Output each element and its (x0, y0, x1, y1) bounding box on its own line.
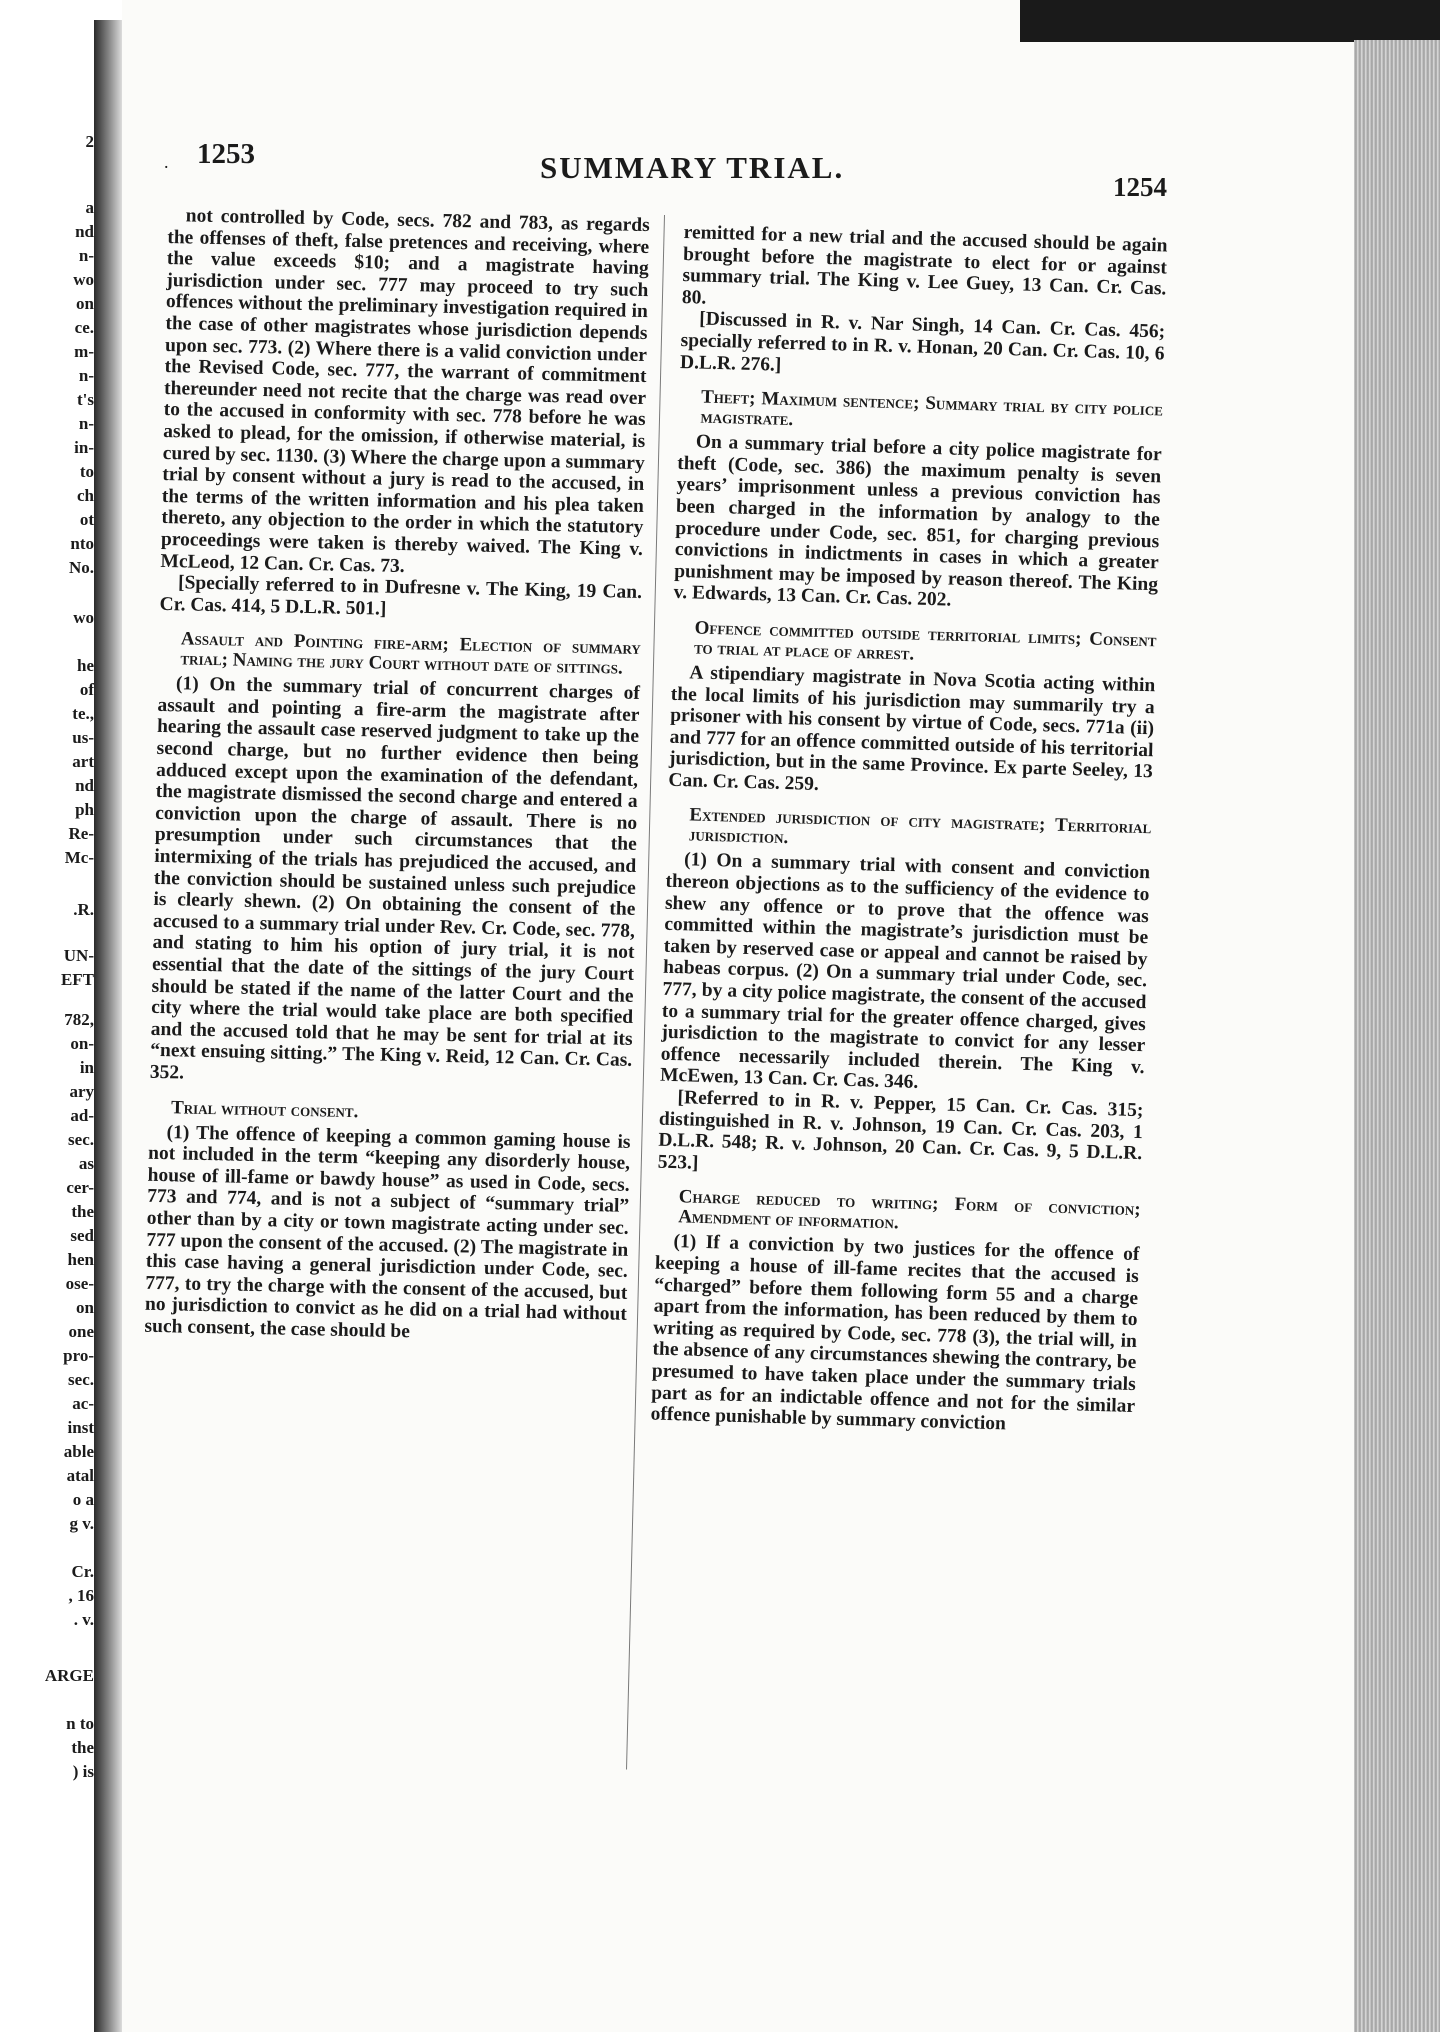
fragment-line: o a (72, 1490, 94, 1509)
fragment-line: nto (70, 534, 94, 553)
book-gutter (94, 20, 122, 2032)
paragraph: (1) If a conviction by two justices for the offence of keeping a house of ill-fame recites that the accused is “charged” before them following form 55 and a charge apart from the information, has been reduced by them to writing as required by Code, sec. 778 (3), the trial will, in the absence of any circumstances shewing the contrary, be presumed to have taken place under the summary trials part as for an indictable offence and not for the similar offence punishable by summary conviction (650, 1231, 1140, 1435)
fragment-line: nd (75, 776, 94, 795)
fragment-line: able (63, 1442, 94, 1461)
fragment-line: , 16 (68, 1586, 94, 1605)
fragment-line: . v. (73, 1610, 94, 1629)
left-column (144, 205, 650, 1347)
paragraph: remitted for a new trial and the accused should be again brought before the magistrate to elect for or against summary trial. The King v. Lee Guey, 13 Can. Cr. Cas. 80. (681, 222, 1168, 309)
fragment-line: in (79, 1058, 94, 1077)
fragment-line: us- (72, 728, 94, 747)
paragraph: (1) The offence of keeping a common gaming house is not included in the term “keeping any disorderly house, house of ill-fame or bawdy house” as used in Code, secs. 773 and 774, and is not a subject of “summary trial” other than by a city or town magistrate acting under sec. 777 upon the consent of the accused. (2) The magistrate in this case having a general jurisdiction under Code, sec. 777, to try the charge with the consent of the accused, but no jurisdiction to convict as he did on a trial had without such consent, the case should be (144, 1121, 631, 1343)
page-number-left: 1253 (197, 138, 255, 170)
paragraph: (1) On the summary trial of concurrent charges of assault and pointing a fire-arm the magistrate after hearing the assault case reserved judgment to take up the second charge, but no further evidence then being adduced except upon the examination of the defendant, the magistrate dismissed the second charge and entered a conviction upon the charge of assault. There is no presumption under such circumstances that the intermixing of the trials has prejudiced the accused, and the conviction should be sustained unless such prejudice is clearly shewn. (2) On obtaining the consent of the accused to a summary trial under Rev. Cr. Code, sec. 778, and stating to him his option of jury trial, it is not essential that the date of the sittings of the jury Court should be stated if the name of the latter Court and the city where the trial would take place are both specified and the accused told that he may be sent for trial at its “next ensuing sitting.” The King v. Reid, 12 Can. Cr. Cas. 352. (149, 673, 641, 1084)
fragment-line: ot (79, 510, 94, 529)
fragment-line: in- (74, 438, 94, 457)
fragment-line: 2 (85, 132, 94, 151)
section-heading: Offence committed outside territorial limits; Consent to trial at place of arrest. (693, 617, 1157, 665)
fragment-line: ) is (72, 1762, 94, 1781)
fragment-line: inst (67, 1418, 94, 1437)
fragment-line: n- (78, 414, 94, 433)
fragment-line: a (85, 198, 94, 217)
citation-note: [Specially referred to in Dufresne v. The King, 19 Can. Cr. Cas. 414, 5 D.L.R. 501.] (159, 572, 643, 620)
fragment-line: ph (75, 800, 94, 819)
fragment-line: hen (67, 1250, 94, 1269)
fragment-line: on (76, 1298, 94, 1317)
fragment-line: on- (70, 1034, 94, 1053)
fragment-line: on (76, 294, 94, 313)
fragment-line: the (71, 1738, 94, 1757)
fragment-line: 782, (64, 1010, 94, 1029)
fragment-line: ose- (65, 1274, 94, 1293)
paragraph: On a summary trial before a city police magistrate for theft (Code, sec. 386) the maximum penalty is seven years’ imprisonment unless a previous conviction has been charged in the information by analogy to the procedure under Code, sec. 851, for charging previous convictions in indictments in cases in which a greater punishment may be imposed by reason thereof. The King v. Edwards, 13 Can. Cr. Cas. 202. (673, 431, 1162, 611)
fragment-line: m- (74, 342, 94, 361)
fragment-line: n to (66, 1714, 94, 1733)
fragment-line: to (79, 462, 94, 481)
fragment-line: nd (75, 222, 94, 241)
fragment-line: g v. (69, 1514, 94, 1533)
fragment-line: .R. (73, 900, 94, 919)
fragment-line: ARGE (44, 1666, 94, 1685)
fragment-line: UN- (63, 946, 94, 965)
fragment-line: No. (68, 558, 94, 577)
fragment-line: wo (73, 270, 94, 289)
fragment-line: ac- (72, 1394, 94, 1413)
fragment-line: ary (69, 1082, 94, 1101)
fragment-line: sed (70, 1226, 94, 1245)
fragment-line: one (68, 1322, 94, 1341)
fragment-line: Cr. (71, 1562, 94, 1581)
page-edges (1354, 40, 1440, 2032)
fragment-line: as (78, 1154, 94, 1173)
fragment-line: ad- (70, 1106, 94, 1125)
section-heading: Trial without consent. (170, 1096, 359, 1122)
citation-note: [Discussed in R. v. Nar Singh, 14 Can. Cr. Cas. 456; specially referred to in R. v. Honan, 20 Can. Cr. Cas. 10, 6 D.L.R. 276.] (679, 308, 1166, 376)
fragment-line: te., (72, 704, 94, 723)
section-heading: Extended jurisdiction of city magistrate; Territorial jurisdiction. (688, 804, 1152, 849)
fragment-line: t's (77, 390, 94, 409)
fragment-line: the (71, 1202, 94, 1221)
fragment-line: he (77, 656, 94, 675)
paragraph: A stipendiary magistrate in Nova Scotia acting within the local limits of his jurisdiction may summarily try a prisoner with his consent by virtue of Code, secs. 771a (ii) and 777 for an offence committed outside of his territorial jurisdiction, but in the same Province. Ex parte Seeley, 13 Can. Cr. Cas. 259. (668, 662, 1156, 795)
running-title: SUMMARY TRIAL. (540, 150, 845, 185)
right-column (650, 222, 1167, 1439)
page-mark: . (164, 152, 169, 172)
fragment-line: ch (77, 486, 94, 505)
section-heading: Assault and Pointing fire-arm; Election of summary trial; Naming the jury Court without date of sittings. (180, 628, 642, 679)
fragment-line: Mc- (64, 848, 94, 867)
page-number-right: 1254 (1113, 172, 1167, 202)
fragment-line: pro- (63, 1346, 94, 1365)
fragment-line: n- (78, 246, 94, 265)
facing-page-fragment (0, 0, 100, 2032)
scan-background (1020, 0, 1440, 42)
fragment-line: sec. (68, 1130, 94, 1149)
fragment-line: n- (78, 366, 94, 385)
fragment-line: atal (66, 1466, 94, 1485)
fragment-line: of (79, 680, 94, 699)
citation-note: [Referred to in R. v. Pepper, 15 Can. Cr. Cas. 315; distinguished in R. v. Johnson, 19 Can. Cr. Cas. 203, 1 D.L.R. 548; R. v. Johnson, 20 Can. Cr. Cas. 9, 5 D.L.R. 523.] (657, 1087, 1144, 1174)
fragment-line: art (72, 752, 94, 771)
fragment-line: ce. (74, 318, 94, 337)
section-heading: Charge reduced to writing; Form of conviction; Amendment of information. (677, 1186, 1141, 1234)
paragraph: not controlled by Code, secs. 782 and 783, as regards the offenses of theft, false pretences and receiving, where the value exceeds $10; and a magistrate having jurisdiction under sec. 777 may proceed to try such offences without the preliminary investigation required in the case of other magistrates whose jurisdiction depends upon sec. 773. (2) Where there is a valid conviction under the Revised Code, sec. 777, the warrant of commitment thereunder need not recite that the charge was read over to the accused in conformity with sec. 778 before he was asked to plead, for the omission, if otherwise material, is cured by sec. 1130. (3) Where the charge upon a summary trial by consent without a jury is read to the accused, in the terms of the written information and his plea taken thereto, any objection to the order in which the statutory proceedings were taken is thereby waived. The King v. McLeod, 12 Can. Cr. Cas. 73. (160, 205, 650, 577)
paragraph: (1) On a summary trial with consent and conviction thereon objections as to the sufficiency of the evidence to shew any offence or to prove that the offence was committed within the magistrate’s jurisdiction must be taken by reserved case or appeal and cannot be raised by habeas corpus. (2) On a summary trial under Code, sec. 777, by a city police magistrate, the consent of the accused to a summary trial for the greater offence charged, gives jurisdiction to the magistrate to convict for any lesser offence necessarily included therein. The King v. McEwen, 13 Can. Cr. Cas. 346. (659, 849, 1151, 1094)
fragment-line: cer- (66, 1178, 94, 1197)
fragment-line: Re- (68, 824, 94, 843)
section-heading: Theft; Maximum sentence; Summary trial by city police magistrate. (700, 386, 1164, 431)
fragment-line: EFT (60, 970, 94, 989)
fragment-line: sec. (68, 1370, 94, 1389)
fragment-line: wo (73, 608, 94, 627)
